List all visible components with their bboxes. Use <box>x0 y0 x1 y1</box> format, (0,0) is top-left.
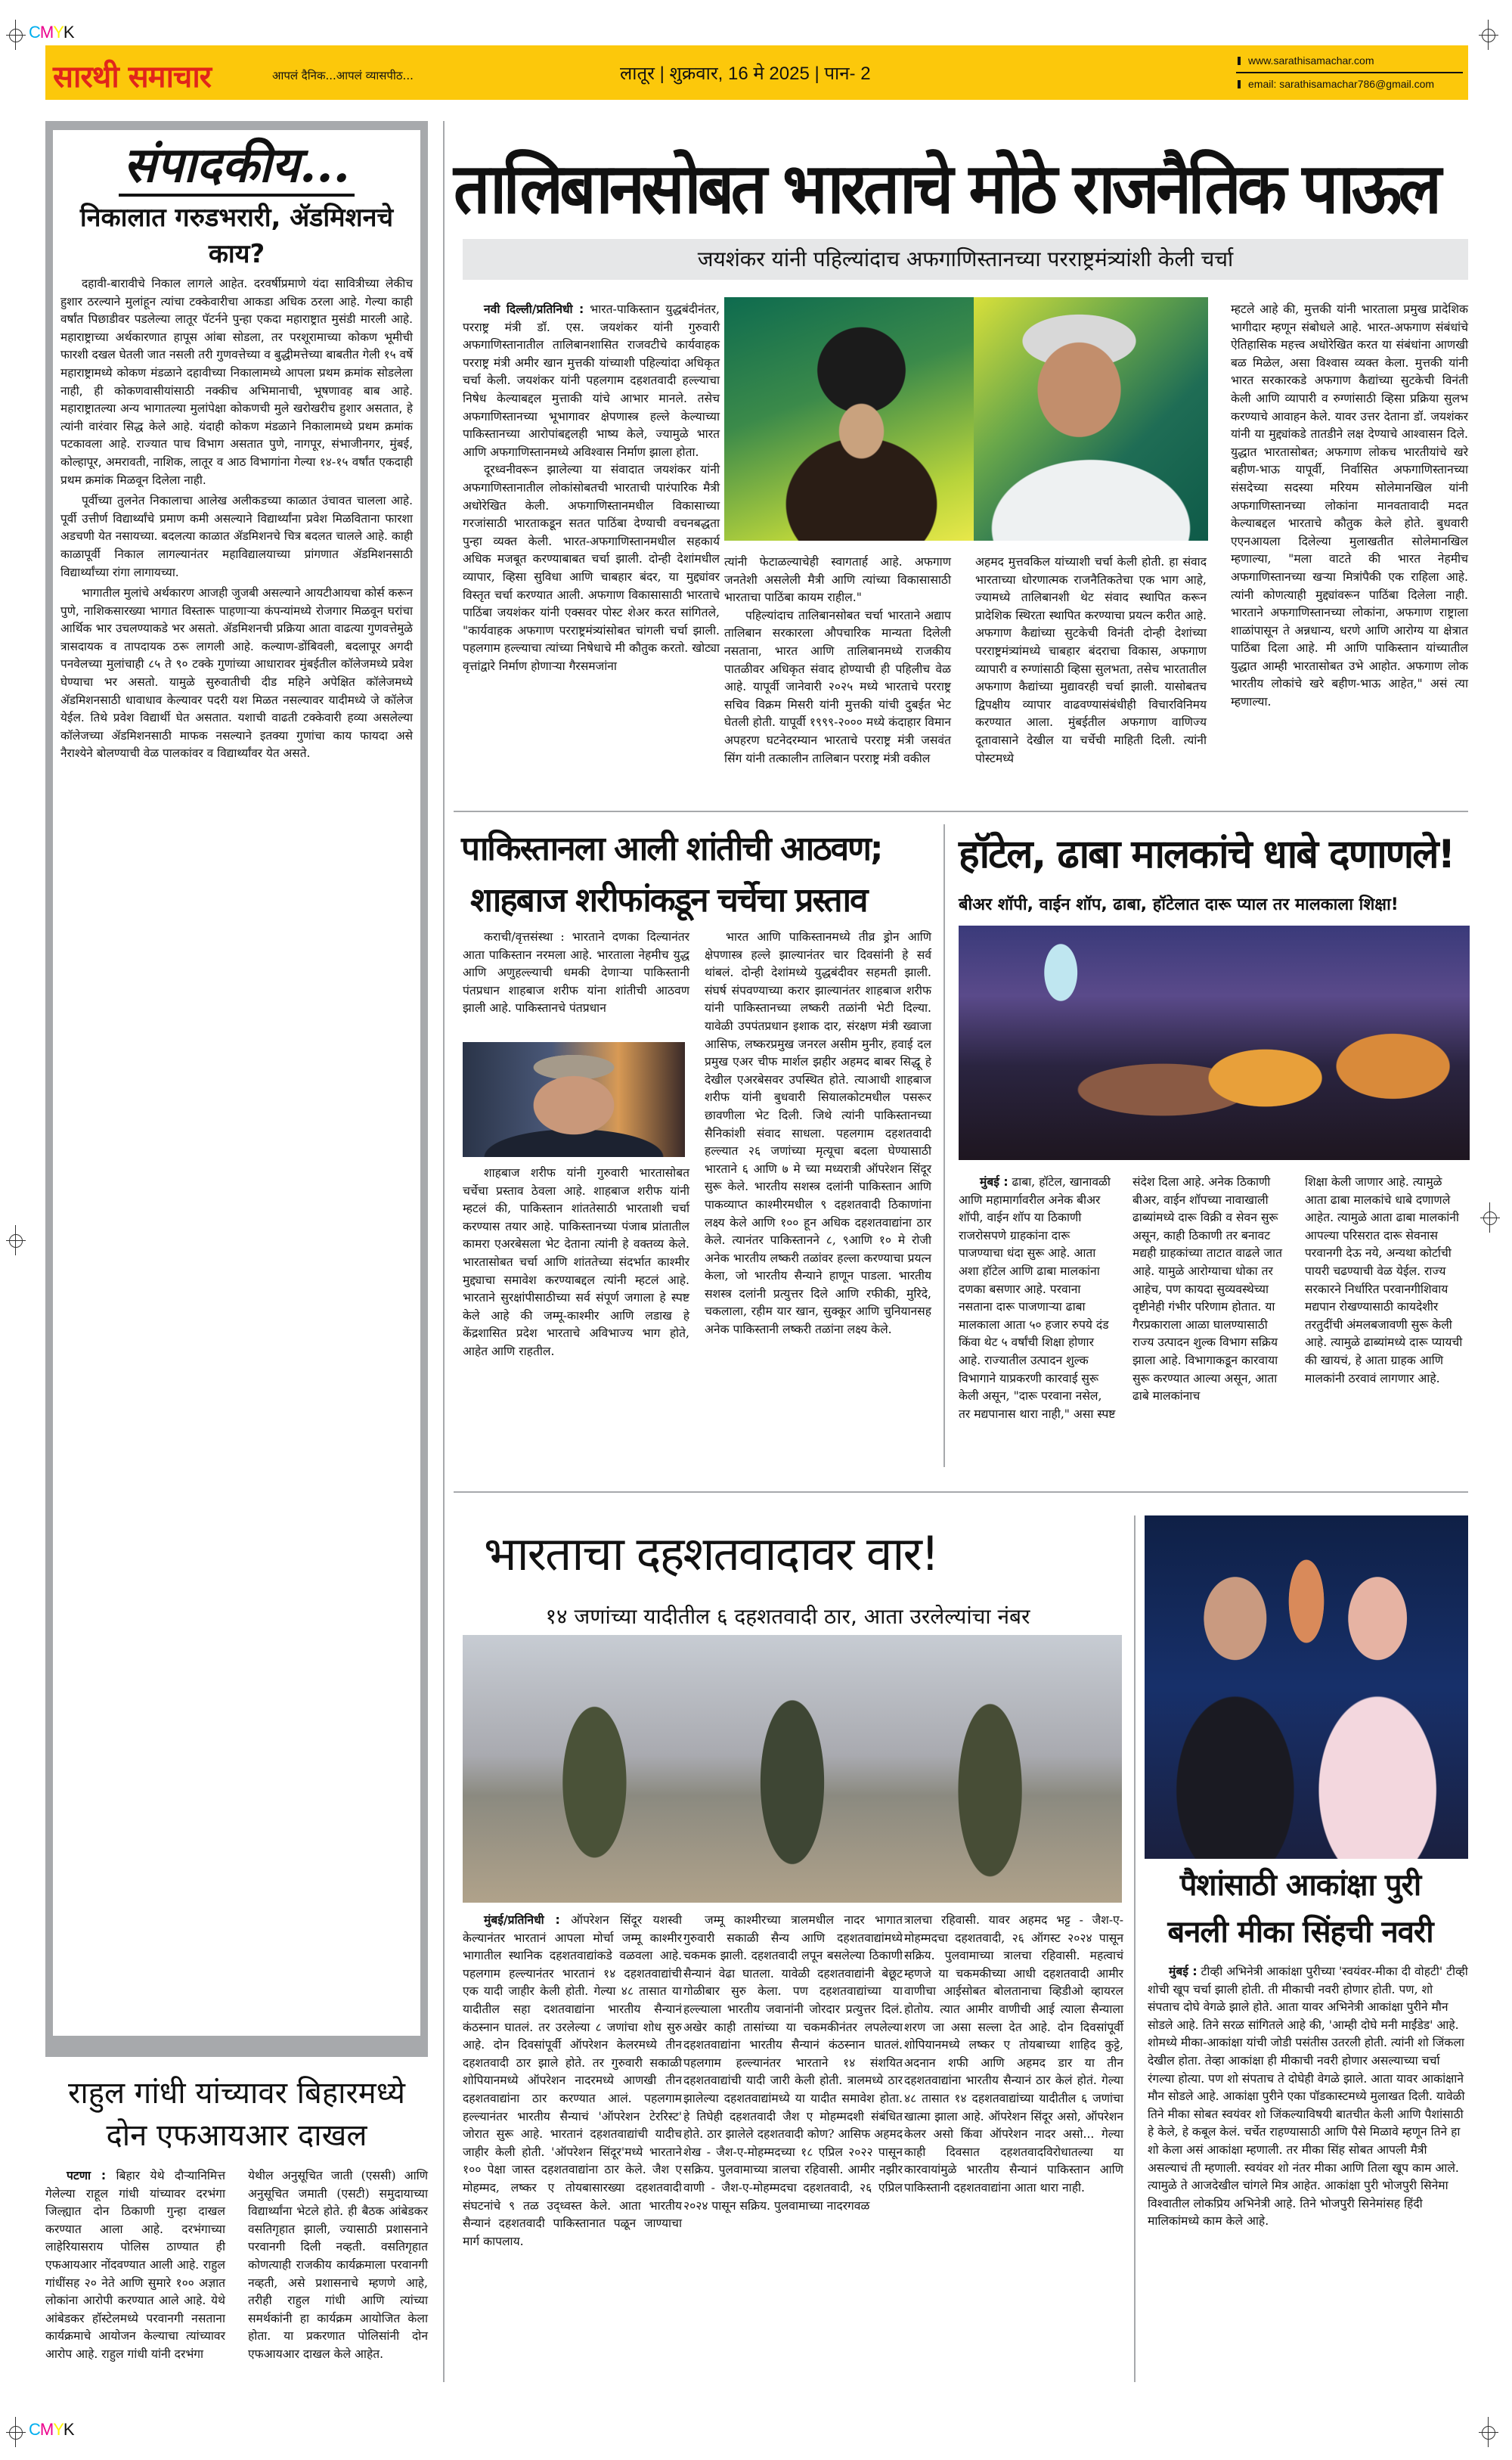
hotel-dateline: मुंबई : <box>980 1175 1009 1189</box>
editorial-headline: निकालात गरुडभरारी, ॲडमिशनचे काय? <box>79 203 394 269</box>
terror-column-1: मुंबई/प्रतिनिधी : ऑपरेशन सिंदूर यशस्वी केल्यानंतर भारतानं आपला मोर्चा जम्मू काश्मीर भागातील स्थानिक दहशतवाद्यांकडे वळवला आहे. पहलगाम हल्ल्यानंतर भारतानं १४ दहशतवाद्यांची एक यादी जाहीर केली होती. गेल्या ४८ तासात या यादीतील सहा दशतवाद्यांना भारतीय सैन्यानं कंठस्नान घातलं. तर उरलेल्या ८ जणांचा शोध सुरु आहे. दोन दिवसांपूर्वी ऑपरेशन केलरमध्ये तीन दहशतवादी ठार झाले होते. तर गुरुवारी सकाळी शोपियानमध्ये ऑपरेशन नादरमध्ये आणखी तीन दहशतवाद्यांना ठार करण्यात आलं. पहलगाम हल्ल्यानंतर भारतीय सैन्याचं 'ऑपरेशन टेररिस्ट' जोरात सुरू आहे. भारतानं दहशतवाद्यांची यादीच जाहीर केली होती. 'ऑपरेशन सिंदूर'मध्ये भारताने १०० पेक्षा जास्त दहशतवाद्यांना ठार केले. जैश ए मोहम्मद, लष्कर ए तोयबासारख्या दहशतवादी संघटनांचे ९ तळ उद्ध्वस्त केले. आता भारतीय सैन्यानं दहशतवादी पाकिस्तानात पळून जाण्याचा मार्ग कापलाय. <box>463 1913 682 2248</box>
lead-headline: तालिबानसोबत भारताचे मोठे राजनैतिक पाऊल <box>454 148 1439 229</box>
pakistan-column-2: भारत आणि पाकिस्तानमध्ये तीव्र ड्रोन आणि क्षेपणास्त्र हल्ले झाल्यानंतर चार दिवसांनी हे सर्व थांबलं. दोन्ही देशांमध्ये युद्धबंदीवर सहमती झाली. संघर्ष संपवण्याच्या करार झाल्यानंतर शाहबाज शरीफ यांनी पाकिस्तानच्या लष्करी तळांनी भेटी दिल्या. यावेळी उपपंतप्रधान इशाक दार, संरक्षण मंत्री ख्वाजा आसिफ, लष्करप्रमुख जनरल असीम मुनीर, हवाई दल प्रमुख एअर चीफ मार्शल झहीर अहमद बाबर सिद्धू हे देखील एअरबेसवर उपस्थित होते. त्याआधी शाहबाज शरीफ यांनी बुधवारी सियालकोटमधील पसरूर छावणीला भेट दिली. जिथे त्यांनी पाकिस्तानच्या सैनिकांशी संवाद साधला. पहलगाम दहशतवादी हल्ल्यात २६ जणांच्या मृत्यूचा बदला घेण्यासाठी भारताने ६ आणि ७ मे च्या मध्यरात्री ऑपरेशन सिंदूर सुरू केले. भारतीय सशस्त्र दलांनी पाकिस्तान आणि पाकव्याप्त काश्मीरमधील ९ दहशतवादी ठिकाणांना लक्ष्य केले आणि १०० हून अधिक दहशतवाद्यांना ठार केले. त्यानंतर पाकिस्तानने ८, ९आणि १० मे रोजी अनेक भारतीय लष्करी तळांवर हल्ला करण्याचा प्रयत्न केला, जो भारतीय सैन्याने हाणून पाडला. भारतीय सशस्त्र दलांनी प्रत्युत्तर दिले आणि रफीकी, मुरिदे, चकलाला, रहीम यार खान, सुक्कूर आणि चुनियानसह अनेक पाकिस्तानी लष्करी तळांना लक्ष्य केले. <box>705 930 931 1337</box>
rahul-headline: राहुल गांधी यांच्यावर बिहारमध्ये दोन एफआयआर दाखल <box>68 2076 405 2153</box>
lead-column-4: म्हटले आहे की, मुत्तकी यांनी भारताला प्रमुख प्रादेशिक भागीदार म्हणून संबोधले आहे. भारत-अफगाण संबंधांचे ऐतिहासिक महत्त्व अधोरेखित करत या संबंधांना आणखी बळ मिळेल, असा विश्वास व्यक्त केला. मुत्तकी यांनी भारत सरकारकडे अफगाण कैद्यांच्या सुटकेची विनंती केली आणि व्यापारी व रुग्णांसाठी व्हिसा प्रक्रिया सुलभ करण्याचे आवाहन केले. यावर उत्तर देताना डॉ. जयशंकर यांनी या मुद्द्यांकडे तातडीने लक्ष देण्याचे आश्वासन दिले. युद्धात भारतासोबत; अफगाण लोकच भारतीयांचे खरे बहीण-भाऊ यापूर्वी, निर्वासित अफगाणिस्तानच्या संसदेच्या सदस्या मरियम सोलेमानखिल यांनी अफगाणिस्तानच्या लोकांना मानवतावादी मदत केल्याबद्दल भारताचे कौतुक केले होते. बुधवारी एएनआयला दिलेल्या मुलाखतीत सोलेमानखिल म्हणाल्या, "मला वाटते की भारत नेहमीच अफगाणिस्तानच्या खऱ्या मित्रांपैकी एक राहिला आहे. त्यांनी कोणत्याही मुद्द्यांवरून पाठिंबा दिलेला नाही. भारताने अफगाणिस्तानच्या लोकांना, अफगाण राष्ट्राला शाळांपासून ते अन्नधान्य, धरणे आणि आरोग्य या क्षेत्रात पाठिंबा दिला आहे. मी आणि पाकिस्तान यांच्यातील युद्धात आम्ही भारतासोबत उभे आहोत. अफगाण लोक भारतीय लोकांचे खरे बहीण-भाऊ आहेत," असं त्या म्हणाल्या. <box>1231 302 1468 709</box>
section-divider <box>454 811 1468 812</box>
cmyk-label-top: CMYK <box>29 23 74 42</box>
photo-mika-akanksha <box>1145 1515 1468 1859</box>
pakistan-column-1: शाहबाज शरीफ यांनी गुरुवारी भारतासोबत चर्चेचा प्रस्ताव ठेवला आहे. शाहबाज शरीफ यांनी म्हटलं की, पाकिस्तान शांततेसाठी भारताशी चर्चा करण्यास तयार आहे. पाकिस्तानच्या पंजाब प्रांतातील कामरा एअरबेसला भेट देताना त्यांनी हे वक्तव्य केले. भारतासोबत चर्चा आणि शांततेच्या संदर्भात काश्मीर मुद्द्याचा समावेश करण्याबद्दल त्यांनी म्हटलं आहे. भारताने सुरक्षांपीसाठीच्या सर्व संपूर्ण जगाला हे स्पष्ट केले आहे की जम्मू-काश्मीर आणि लडाख हे केंद्रशासित प्रदेश भारताचे अविभाज्य भाग होते, आहेत आणि राहतील. <box>463 1166 689 1358</box>
photo-army-soldiers <box>463 1635 1122 1903</box>
contact-divider <box>1236 72 1463 73</box>
lead-subheadline: जयशंकर यांनी पहिल्यांदाच अफगाणिस्तानच्या परराष्ट्रमंत्र्यांशी केली चर्चा <box>463 239 1468 280</box>
registration-mark-bottom-right <box>1479 2417 1498 2447</box>
masthead <box>45 45 1468 100</box>
edition-dateline: लातूर | शुक्रवार, 16 मे 2025 | पान- 2 <box>620 64 871 84</box>
lead-column-3: अहमद मुत्तवकिल यांच्याशी चर्चा केली होती. हा संवाद भारताच्या धोरणात्मक राजनैतिकतेचा एक भाग आहे, ज्यामध्ये तालिबानशी थेट संवाद स्थापित करून प्रादेशिक स्थिरता स्थापित करण्याचा प्रयत्न करीत आहे. अफगाण कैद्यांच्या सुटकेची विनंती दोन्ही देशांच्या परराष्ट्रमंत्र्यांमध्ये चाबहार बंदराचा विकास, अफगाण व्यापारी व रुग्णांसाठी व्हिसा सुलभता, तसेच भारतातील अफगाण कैद्यांच्या मुद्यावरही चर्चा झाली. यासोबतच द्विपक्षीय व्यापार वाढवण्यासंबंधीही विचारविनिमय करण्यात आला. मुंबईतील अफगाण वाणिज्य दूतावासाने देखील या चर्चेची माहिती दिली. त्यांनी पोस्टमध्ये <box>975 555 1207 765</box>
hotel-column-3: शिक्षा केली जाणार आहे. त्यामुळे आता ढाबा मालकांचे धाबे दणाणले आहेत. त्यामुळे आता ढाबा मालकांनी आपल्या परिसरात दारू सेवनास परवानगी देऊ नये, अन्यथा कोर्टाची पायरी चढण्याची वेळ येईल. राज्य सरकारने निर्धारित परवानगीशिवाय मद्यपान रोखण्यासाठी कायदेशीर तरतुदींची अंमलबजावणी सुरू केली आहे. त्यामुळे ढाब्यांमध्ये दारू प्यायची की खायचं, हे आता ग्राहक आणि मालकांनी ठरवावं लागणार आहे. <box>1305 1175 1463 1385</box>
akanksha-headline: पैशांसाठी आकांक्षा पुरी बनली मीका सिंहची नवरी <box>1167 1868 1433 1950</box>
photo-amir-khan-muttaqi <box>724 297 974 541</box>
terror-column-3: त्रालचा रहिवासी. यावर अहमद भट्ट - जैश-ए-मोहम्मदचा दहशतवादी, २६ ऑगस्ट २०२४ पासून सक्रिय. पुलवामाच्या त्रालचा रहिवासी. महत्वाचं म्हणजे या चकमकीच्या आधी दहशतवादी आमीर वाणीचा आईसोबत बोलतानाचा व्हिडीओ व्हायरल होतोय. त्यात आमीर वाणीची आई त्याला सैन्याला शरण जा असा सल्ला देत आहे. दोन दिवसांपूर्वी शोपियानमध्ये लष्कर ए तोयबाच्या शाहिद कुट्टे, अदनान शफी आणि अहमद डार या तीन दहशतवाद्यांना भारतीय सैन्यानं ठार केलं होतं. गेल्या ४८ तासात १४ दहशतवाद्यांच्या यादीतील ६ जणांचा खात्मा झाला आहे. ऑपरेशन सिंदूर असो, ऑपरेशन केलर असो किंवा ऑपरेशन नादर असो... गेल्या काही दिवसात दहशतवादविरोधातल्या या कारवायांमुळे भारतीय सैन्यानं पाकिस्तान आणि पाकिस्तानी दहशतवाद्यांना आता थारा नाही. <box>904 1913 1123 2195</box>
editorial-box <box>45 121 428 2057</box>
hotel-headline: हॉटेल, ढाबा मालकांचे धाबे दणाणले! <box>959 832 1455 877</box>
photo-shehbaz-sharif <box>463 1042 685 1157</box>
lead-column-2: त्यांनी फेटाळल्याचेही स्वागतार्ह आहे. अफगाण जनतेशी असलेली मैत्री आणि त्यांच्या विकासासाठी भारताचा पाठिंबा कायम राहील." पहिल्यांदाच तालिबानसोबत चर्चा भारताने अद्याप तालिबान सरकारला औपचारिक मान्यता दिलेली नसताना, भारत आणि तालिबानमध्ये राजकीय पातळीवर अधिकृत संवाद होण्याची ही पहिलीच वेळ आहे. यापूर्वी जानेवारी २०२५ मध्ये भारताचे परराष्ट्र सचिव विक्रम मिसरी यांनी मुत्तकी यांची दुबईत भेट घेतली होती. यापूर्वी १९९९-२००० मध्ये कंदाहार विमान अपहरण घटनेदरम्यान भारताचे परराष्ट्र मंत्री जसवंत सिंग यांनी तत्कालीन तालिबान परराष्ट्र मंत्री वकील <box>724 555 951 765</box>
terror-subheadline: १४ जणांच्या यादीतील ६ दहशतवादी ठार, आता उरलेल्यांचा नंबर <box>545 1604 1030 1629</box>
pakistan-headline-line-1: पाकिस्तानला आली शांतीची आठवण; <box>461 830 882 868</box>
lead-dateline: नवी दिल्ली/प्रतिनिधी : <box>484 302 584 316</box>
newspaper-brand: सारथी समाचार <box>53 60 212 95</box>
editorial-paragraph: भागातील मुलांचे अर्थकारण आजही जुजबी असल्याने आयटीआयचा कोर्स करून पुणे, नाशिकसारख्या भागात विस्तारू पाहणाऱ्या कंपन्यांमध्ये रोजगार मिळवून घरांचा आर्थिक भार उचलण्याकडे भर असतो. ॲडमिशनची प्रक्रिया आता वाढत्या गुणवत्तेमुळे त्रासदायक व तापदायक ठरू लागली आहे. कल्याण-डोंबिवली, बदलापूर अगदी पनवेलच्या मुलांचाही ८५ ते ९० टक्के गुणांच्या आधारावर मुंबईतील कॉलेजमध्ये प्रवेश घेण्याचा भर असतो. यामुळे सुरुवातीची दीड महिने अपेक्षित कॉलेजमध्ये ॲडमिशनसाठी धावाधाव केल्यावर पदरी यश मिळत नसल्यावर यादीमध्ये जे कॉलेज येईल. तिथे प्रवेश विद्यार्थी घेत असतात. यशाची वाढती टक्केवारी हव्या असलेल्या कॉलेजच्या ॲडमिशनसाठी माफक नसल्याने इतक्या गुणांचा काय फायदा असे नैराश्येने बोलण्याची वेळ पालकांवर व विद्यार्थ्यांवर येत असते. <box>60 586 413 761</box>
registration-mark-left <box>6 1225 26 1255</box>
hotel-column-1: मुंबई : ढाबा, हॉटेल, खानावळी आणि महामार्गावरील अनेक बीअर शॉपी, वाईन शॉप या ठिकाणी राजरोसपणे ग्राहकांना दारू पाजण्याचा धंदा सुरू आहे. आता अशा हॉटेल आणि ढाबा मालकांना दणका बसणार आहे. परवाना नसताना दारू पाजणाऱ्या ढाबा मालकाला आता ५० हजार रुपये दंड किंवा थेट ५ वर्षांची शिक्षा होणार आहे. राज्यातील उत्पादन शुल्क विभागाने याप्रकरणी कारवाई सुरू केली असून, "दारू परवाना नसेल, तर मद्यपानास थारा नाही," असा स्पष्ट <box>959 1175 1116 1421</box>
section-divider <box>454 1491 1468 1493</box>
rahul-column-1: पटणा : बिहार येथे दौऱ्यानिमित्त गेलेल्या राहूल गांधी यांच्यावर दरभंगा जिल्ह्यात दोन ठिकाणी गुन्हा दाखल करण्यात आला आहे. दरभंगाच्या लाहेरियासराय पोलिस ठाण्यात ही एफआयआर नोंदवण्यात आली आहे. राहुल गांधींसह २० नेते आणि सुमारे १०० अज्ञात लोकांना आरोपी करण्यात आले आहे. येथे आंबेडकर हॉस्टेलमध्ये परवानगी नसताना कार्यक्रमाचे आयोजन केल्याचा त्यांच्यावर आरोप आहे. राहुल गांधी यांनी दरभंगा <box>45 2169 225 2361</box>
registration-mark-right <box>1480 1202 1500 1233</box>
pakistan-intro: कराची/वृत्तसंस्था : भारताने दणका दिल्यानंतर आता पाकिस्तान नरमला आहे. भारताला नेहमीच युद्ध आणि अणुहल्ल्याची धमकी देणाऱ्या पाकिस्तानी पंतप्रधान शाहबाज शरीफ यांना शांतीची आठवण झाली आहे. पाकिस्तानचे पंतप्रधान <box>463 930 689 1016</box>
editorial-paragraph: दहावी-बारावीचे निकाल लागले आहेत. दरवर्षीप्रमाणे यंदा सावित्रीच्या लेकीच हुशार ठरल्याने मुलांहून त्यांचा टक्केवारीचा आकडा अधिक ठरला आहे. गेल्या काही वर्षांत पिछाडीवर पडलेल्या लातूर पॅटर्नने पुन्हा एकदा महाराष्ट्रात मुसंडी मारली आहे. महाराष्ट्राच्या अर्थकारणात हापूस आंबा सोडला, तर परशूरामाच्या कोकण भूमीची फारशी दखल घेतली जात नसली तरी गुणवत्तेच्या व बुद्धीमत्तेच्या बाबतीत गेली १५ वर्षे महाराष्ट्रामध्ये कोकण मंडळाने दहावीच्या निकालामध्ये आपला प्रथम क्रमांक सोडलेला नाही, ही कोकणवासीयांसाठी नक्कीच अभिमानाची, भूषणावह बाब आहे. महाराष्ट्रातल्या अन्य भागातल्या मुलांपेक्षा कोकणची मुले खरोखरीच हुशार असतात, हे त्यांनी वारंवार सिद्ध केले आहे. यंदाही कोकण मंडळाने निकालामध्ये प्रथम क्रमांक पटकावला आहे. राज्यात पाच विभाग असतात पुणे, नागपूर, संभाजीनगर, मुंबई, कोल्हापूर, अमरावती, नाशिक, लातूर व आठ विभागांना गेल्या १४-१५ वर्षांत एकदाही प्रथम क्रमांक मिळवून दिलेला नाही. <box>60 277 413 487</box>
photo-s-jaishankar <box>974 297 1208 541</box>
website-link[interactable]: www.sarathisamachar.com <box>1236 51 1463 70</box>
editorial-paragraph: पूर्वीच्या तुलनेत निकालाचा आलेख अलीकडच्या काळात उंचावत चालला आहे. पूर्वी उत्तीर्ण विद्यार्थ्यांचे प्रमाण कमी असल्याने विद्यार्थ्यांना प्रवेश मिळविताना फारशा अडचणी येत नसायच्या. बदलत्या काळात ॲडमिशनचे चित्र बदलत चालले आहे. काही काळापूर्वी निकाल लागल्यानंतर महाविद्यालयाच्या प्रांगणात ॲडमिशनसाठी विद्यार्थ्यांच्या रांगा लागायच्या. <box>60 494 413 579</box>
email-link[interactable]: email: sarathisamachar786@gmail.com <box>1236 75 1463 94</box>
contact-info <box>1236 51 1463 94</box>
column-divider <box>443 121 445 2382</box>
registration-mark-bottom-left <box>6 2417 26 2447</box>
pakistan-headline-line-2: शाहबाज शरीफांकडून चर्चेचा प्रस्ताव <box>470 881 867 920</box>
hotel-column-2: संदेश दिला आहे. अनेक ठिकाणी बीअर, वाईन शॉपच्या नावाखाली ढाब्यांमध्ये दारू विक्री व सेवन सुरू असून, काही ठिकाणी तर बनावट मद्यही ग्राहकांच्या ताटात वाढले जात आहे. यामुळे आरोग्याचा धोका तर आहेच, पण कायदा सुव्यवस्थेच्या दृष्टीनेही गंभीर परिणाम होतात. या गैरप्रकाराला आळा घालण्यासाठी राज्य उत्पादन शुल्क विभाग सक्रिय झाला आहे. विभागाकडून कारवाया सुरू करण्यात आल्या असून, आता ढाबे मालकांनाच <box>1132 1175 1282 1404</box>
terror-column-2: जम्मू काश्मीरच्या त्रालमधील नादर भागात गुरुवारी सकाळी सैन्य आणि दहशतवाद्यांमध्ये चकमक झाली. दहशतवादी लपून बसलेल्या ठिकाणी सैन्यानं वेढा घातला. यावेळी दहशतवाद्यांनी बेछूट गोळीबार सुरु केला. पण दहशतवाद्यांच्या या हल्ल्याला भारतीय जवानांनी जोरदार प्रत्युत्तर दिलं. अखेर काही तासांच्या या चकमकीनंतर लपलेल्या दहशतवाद्यांना भारतीय सैन्यानं कंठस्नान घातलं. पहलगाम हल्ल्यानंतर भारताने १४ संशयित दहशतवाद्यांची यादी जारी केली होती. त्रालमध्ये ठार झालेल्या दहशतवाद्यांमध्ये या यादीत समावेश होता. हे तिघेही दहशतवादी जैश ए मोहम्मदशी संबंधित होते. ठार झालेले दहशतवादी कोण? आसिफ अहमद शेख - जैश-ए-मोहम्मदच्या १८ एप्रिल २०२२ पासून सक्रिय. पुलवामाच्या त्रालचा रहिवासी. आमीर नझीर वाणी - जैश-ए-मोहम्मदचा दहशतवादी, २६ एप्रिल २०२४ पासून सक्रिय. पुलवामाच्या नादरगवळ <box>683 1913 903 2213</box>
registration-mark-top-right <box>1479 20 1498 50</box>
editorial-section-title: संपादकीय... <box>60 136 413 195</box>
lead-column-1: नवी दिल्ली/प्रतिनिधी : भारत-पाकिस्तान युद्धबंदीनंतर, परराष्ट्र मंत्री डॉ. एस. जयशंकर यांनी गुरुवारी अफगाणिस्तानातील तालिबानशासित राजवटीचे कार्यवाहक परराष्ट्र मंत्री अमीर खान मुत्तकी यांच्याशी पहिल्यांदा अधिकृत चर्चा केली. जयशंकर यांनी पहलगाम दहशतवादी हल्ल्याचा निषेध केल्याबद्दल मुत्ताकी यांचे आभार मानले. तसेच अफगाणिस्तानच्या भूभागावर क्षेपणास्त्र हल्ले केल्याच्या पाकिस्तानच्या आरोपांबद्दलही भाष्य केले, ज्यामुळे भारत आणि अफगाणिस्तानमध्ये अविश्वास निर्माण झाला होता. दूरध्वनीवरून झालेल्या या संवादात जयशंकर यांनी अफगाणिस्तानातील लोकांसोबतची भारताची पारंपारिक मैत्री अधोरेखित केली. अफगाणिस्तानमधील विकासाच्या गरजांसाठी भारताकडून सतत पाठिंबा देण्याची वचनबद्धता पुन्हा व्यक्त केली. भारत-अफगाणिस्तानमधील सहकार्य अधिक मजबूत करण्याबाबत चर्चा झाली. दोन्ही देशांमधील व्यापार, व्हिसा सुविधा आणि चाबहार बंदर, या मुद्द्यांवर विस्तृत चर्चा करण्यात आली. अफगाण विकासासाठी भारताचे पाठिंबा जयशंकर यांनी एक्सवर पोस्ट शेअर करत सांगितले, "कार्यवाहक अफगाण परराष्ट्रमंत्र्यांसोबत चांगली चर्चा झाली. पहलगाम हल्ल्याचा त्यांच्या निषेधाचे मी कौतुक करतो. खोट्या वृत्तांद्वारे निर्माण होणाऱ्या गैरसमजांना <box>463 302 720 673</box>
terror-headline: भारताचा दहशतवादावर वार! <box>484 1526 938 1581</box>
akanksha-dateline: मुंबई : <box>1169 1965 1198 1978</box>
column-divider <box>943 824 945 1467</box>
akanksha-body: मुंबई : टीव्ही अभिनेत्री आकांक्षा पुरीच्या 'स्वयंवर-मीका दी वोहटी' टीव्ही शोची खूप चर्चा झाली होती. ती मीकाची नवरी होणार होती. पण, शो संपताच दोघे वेगळे झाले होते. आता यावर अभिनेत्री आकांक्षा पुरीने मौन सोडले आहे. तिने सरळ सांगितले आहे की, 'आम्ही दोघे मनी माईंडेड' आहे. शोमध्ये मीका-आकांक्षा यांची जोडी पसंतीस उतरली होती. त्यांनी शो जिंकला देखील होता. तेव्हा आकांक्षा ही मीकाची नवरी होणार असल्याच्या चर्चा रंगल्या होत्या. पण शो संपताच ते दोघेही वेगळे झाले. आता यावर आकांक्षाने मौन सोडले आहे. आकांक्षा पुरीने एका पॉडकास्टमध्ये मुलाखत दिली. यावेळी तिने मीका सोबत स्वयंवर शो जिंकल्याविषयी बातचीत केली आणि पैशांसाठी हे केले, हे कबूल केलं. चर्चेत राहण्यासाठी आणि पैसे मिळावे म्हणून तिने हा शो केला असं आकांक्षा म्हणाली. तर मीका सिंह सोबत आपली मैत्री असल्याचं ती म्हणाली. स्वयंवर शो नंतर मीका आणि तिला खूप काम आले. त्यामुळे ते आजदेखील चांगले मित्र आहेत. आकांक्षा पुरी भोजपुरी सिनेमा विश्वातील लोकप्रिय अभिनेत्री आहे. तिने भोजपुरी सिनेमांसह हिंदी मालिकांमध्ये काम केले आहे. <box>1148 1965 1468 2229</box>
photo-beer-glasses <box>959 926 1470 1160</box>
cmyk-label-bottom: CMYK <box>29 2420 74 2439</box>
terror-dateline: मुंबई/प्रतिनिधी : <box>484 1913 560 1927</box>
newspaper-tagline: आपलं दैनिक...आपलं व्यासपीठ... <box>272 69 414 82</box>
rahul-column-2: येथील अनुसूचित जाती (एससी) आणि अनुसूचित जमाती (एसटी) समुदायाच्या विद्यार्थ्यांना भेटले होते. ही बैठक आंबेडकर वसतिगृहात झाली, ज्यासाठी प्रशासनाने परवानगी दिली नव्हती. वसतिगृहात कोणत्याही राजकीय कार्यक्रमाला परवानगी नव्हती, असे प्रशासनाचे म्हणणे आहे, तरीही राहुल गांधी आणि त्यांच्या समर्थकांनी हा कार्यक्रम आयोजित केला होता. या प्रकरणात पोलिसांनी दोन एफआयआर दाखल केले आहेत. <box>248 2169 428 2361</box>
hotel-subheadline: बीअर शॉपी, वाईन शॉप, ढाबा, हॉटेलात दारू प्याल तर मालकाला शिक्षा! <box>959 895 1399 914</box>
rahul-dateline: पटणा : <box>67 2169 107 2182</box>
registration-mark-top-left <box>6 20 26 50</box>
